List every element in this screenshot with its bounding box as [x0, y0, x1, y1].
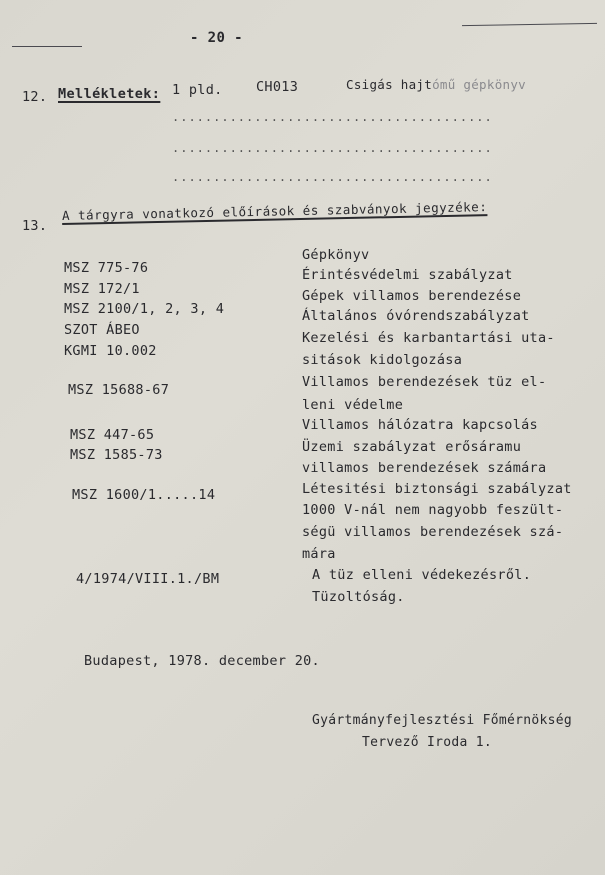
standard-description: mára	[302, 546, 336, 562]
standards-row	[0, 481, 605, 501]
standards-row	[0, 524, 605, 544]
standard-description: Érintésvédelmi szabályzat	[302, 267, 513, 283]
standard-description: Villamos hálózatra kapcsolás	[302, 417, 538, 433]
standard-code: SZOT ÁBEO	[64, 322, 140, 338]
standard-code: MSZ 1600/1.....14	[72, 487, 216, 503]
standards-row	[0, 460, 605, 480]
standard-description: ségü villamos berendezések szá-	[302, 524, 564, 540]
standards-row	[0, 374, 605, 398]
dotted-line-3: .......................................	[172, 170, 493, 184]
place-date: Budapest, 1978. december 20.	[84, 653, 320, 669]
header-rule-right	[462, 23, 597, 26]
section-13-number: 13.	[22, 218, 48, 234]
attachment-title-dark: Csigás hajt	[346, 77, 433, 92]
standards-row	[0, 343, 605, 368]
standard-code: MSZ 172/1	[64, 281, 140, 297]
standards-row	[0, 589, 605, 609]
dotted-line-2: .......................................	[172, 141, 493, 155]
standards-row	[0, 301, 605, 324]
standard-description: A tüz elleni védekezésről.	[312, 567, 532, 583]
standard-description: 1000 V-nál nem nagyobb feszült-	[302, 502, 564, 518]
standard-description: Kezelési és karbantartási uta-	[302, 330, 555, 346]
section-12-heading: Mellékletek:	[58, 86, 161, 102]
standard-code: MSZ 447-65	[70, 427, 155, 443]
standard-description: Villamos berendezések tüz el-	[302, 374, 547, 390]
standard-description: Gépek villamos berendezése	[302, 288, 522, 304]
standards-row	[0, 567, 605, 587]
standard-description: sitások kidolgozása	[302, 352, 463, 368]
organization-line-2: Tervező Iroda 1.	[362, 735, 493, 750]
attachment-quantity: 1 pld.	[172, 82, 223, 98]
standard-description: Létesitési biztonsági szabályzat	[302, 481, 572, 497]
standard-code: MSZ 15688-67	[68, 382, 170, 398]
standards-row	[0, 260, 605, 283]
page-number: - 20 -	[190, 30, 243, 46]
attachment-title	[346, 77, 526, 92]
standard-description: leni védelme	[302, 397, 404, 413]
standards-row	[0, 322, 605, 346]
standard-description: Általános óvórendszabályzat	[302, 308, 530, 324]
standard-description: Üzemi szabályzat erősáramu	[302, 439, 522, 455]
standard-description: Tüzoltóság.	[312, 589, 405, 605]
section-12-number: 12.	[22, 89, 48, 105]
standard-code: MSZ 2100/1, 2, 3, 4	[64, 301, 225, 317]
attachment-title-faded: ómű gépkönyv	[432, 77, 527, 92]
organization-line-1: Gyártmányfejlesztési Főmérnökség	[312, 713, 573, 728]
standards-row	[0, 439, 605, 463]
standard-description: villamos berendezések számára	[302, 460, 547, 476]
header-rule-left	[12, 46, 82, 47]
standard-code: MSZ 775-76	[64, 260, 149, 276]
standards-row	[0, 502, 605, 522]
section-13-heading: A tárgyra vonatkozó előírások és szabványok jegyzéke:	[61, 199, 488, 223]
standard-code: MSZ 1585-73	[70, 447, 163, 463]
standard-description: Gépkönyv	[302, 247, 370, 263]
dotted-line-1: .......................................	[172, 110, 493, 124]
standard-code: 4/1974/VIII.1./BM	[76, 571, 220, 587]
standards-row	[0, 281, 605, 304]
attachment-code: CH013	[256, 79, 299, 95]
standard-code: KGMI 10.002	[64, 343, 157, 359]
standards-row	[0, 546, 605, 566]
standards-row	[0, 397, 605, 417]
standards-row	[0, 417, 605, 443]
